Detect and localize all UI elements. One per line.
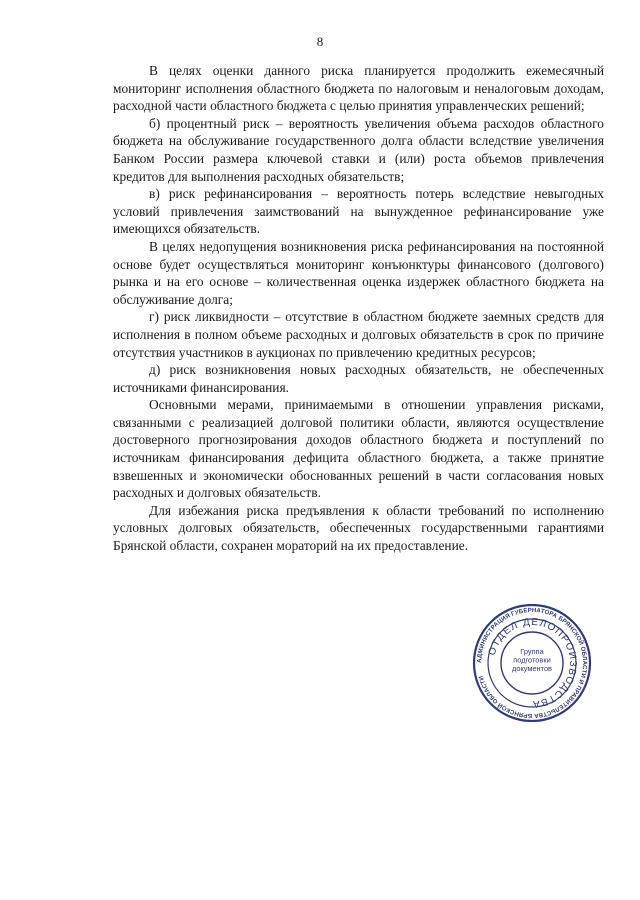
paragraph-interest-risk: б) процентный риск – вероятность увеличения объема расходов областного бюджета на обслуживание государственного долга области вследствие увеличения Банком России размера ключевой ставки и (или) роста объемов привлечения кредитов для выполнения расходных обязательств; bbox=[113, 115, 604, 184]
paragraph-guarantee-moratorium: Для избежания риска предъявления к области требований по исполнению условных долговых обязательств, обеспеченных государственными гарантиями Брянской области, сохранен мораторий на их предоставление. bbox=[113, 502, 604, 554]
stamp-center-line: подготовки bbox=[513, 655, 551, 665]
paragraph-risk-assessment: В целях оценки данного риска планируется продолжить ежемесячный мониторинг исполнения областного бюджета по налоговым и неналоговым доходам, расходной части областного бюджета с целью принятия управленческих решений; bbox=[113, 63, 604, 114]
paragraph-liquidity-risk: г) риск ликвидности – отсутствие в областном бюджете заемных средств для исполнения в полном объеме расходных и долговых обязательств в срок по причине отсутствия участников в аукционах по привлечению кредитных ресурсов; bbox=[113, 309, 604, 360]
paragraph-refinancing-risk: в) риск рефинансирования – вероятность потерь вследствие невыгодных условий привлечения заимствований на вынужденное рефинансирование уже имеющихся обязательств. bbox=[113, 186, 604, 237]
official-stamp bbox=[471, 604, 593, 722]
stamp-center-line: Группа bbox=[520, 647, 544, 656]
paragraph-new-obligations-risk: д) риск возникновения новых расходных обязательств, не обеспеченных источниками финансирования. bbox=[113, 362, 604, 395]
stamp-inner-text: ОТДЕЛ ДЕЛОПРОИЗВОДСТВА bbox=[486, 616, 579, 710]
page-number: 8 bbox=[316, 34, 324, 49]
paragraph-risk-management-measures: Основными мерами, принимаемыми в отношении управления рисками, связанными с реализацией долговой политики области, являются осуществление достоверного прогнозирования доходов областного бюджета и поступлений по источникам финансирования дефицита областного бюджета, а также принятие взвешенных и экономически обоснованных решений в части согласования новых расходных и долговых обязательств. bbox=[113, 397, 604, 501]
document-body bbox=[113, 62, 604, 555]
stamp-outer-text: АДМИНИСТРАЦИЯ ГУБЕРНАТОРА БРЯНСКОЙ ОБЛАСТИ И ПРАВИТЕЛЬСТВА БРЯНСКОЙ ОБЛАСТИ bbox=[475, 606, 589, 720]
stamp-center-text bbox=[512, 647, 552, 673]
stamp-center-line: документов bbox=[512, 664, 552, 674]
paragraph-refinancing-prevention: В целях недопущения возникновения риска рефинансирования на постоянной основе будет осуществляться мониторинг конъюнктуры финансового (долгового) рынка и на его основе – количественная оценка издержек областного бюджета на обслуживание долга; bbox=[113, 238, 604, 307]
